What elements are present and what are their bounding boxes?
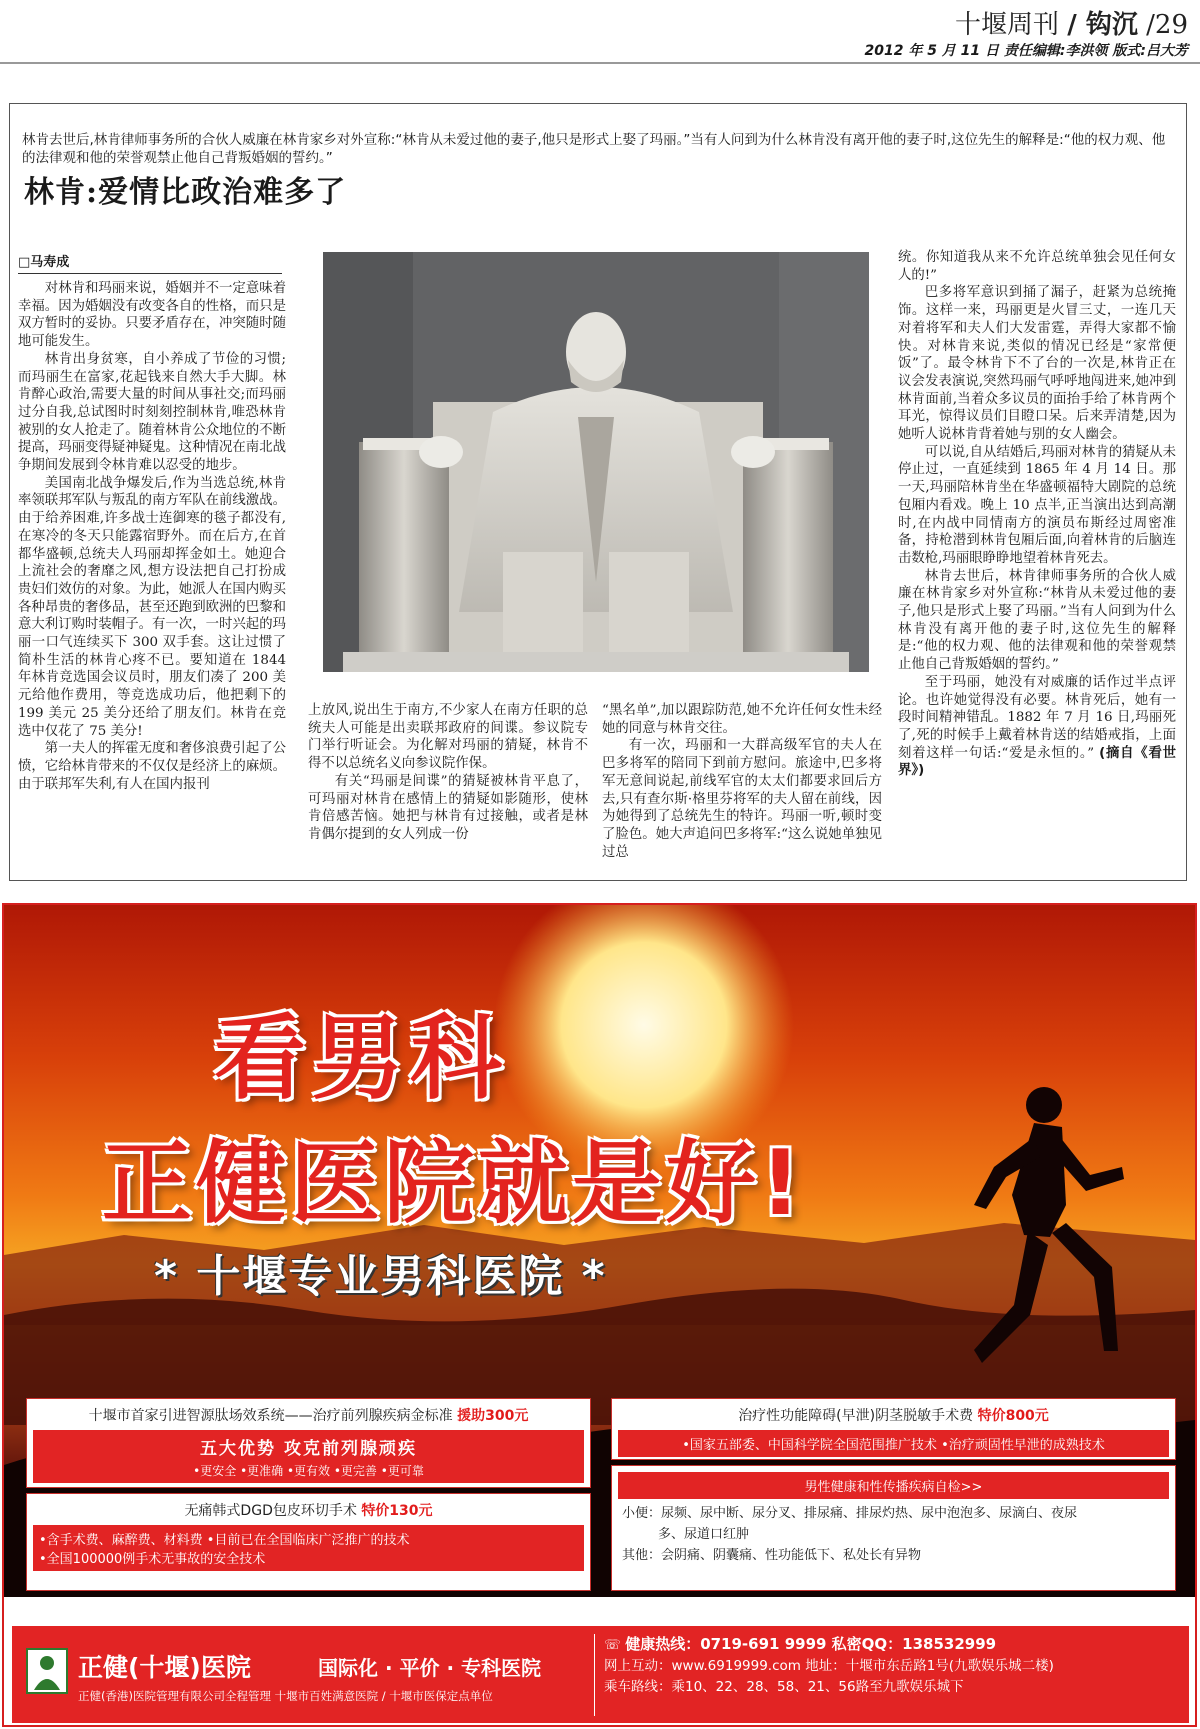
article-column-2: [308, 702, 588, 844]
web-and-address: 网上互动：www.6919999.com 地址：十堰市东岳路1号(九歌娱乐城二楼): [604, 1658, 1054, 1674]
selfcheck-title: 男性健康和性传播疾病自检>>: [618, 1472, 1169, 1499]
article-column-4: [898, 249, 1176, 780]
selfcheck-line: 其他：会阴痛、阴囊痛、性功能低下、私处长有异物: [622, 1548, 922, 1563]
ad-offer-box-prostate: [26, 1398, 591, 1488]
bus-route: 乘车路线：乘10、22、28、58、21、56路至九歌娱乐城下: [604, 1679, 964, 1695]
offer-title-text: 无痛韩式DGD包皮环切手术: [184, 1503, 357, 1519]
offer-highlight-bar: [33, 1430, 584, 1483]
article-box: [9, 103, 1187, 881]
hospital-logo-icon: [26, 1648, 68, 1694]
paragraph-text: 至于玛丽，她没有对威廉的话作过半点评论。也许她觉得没有必要。林肯死后，她有一段时间精神错乱。1882 年 7 月 16 日,玛丽死了,死的时候手上戴着林肯送的结婚戒指，上面刻着这样一句话:“爱是永恒的。”: [898, 674, 1176, 761]
offer-highlight-title: 五大优势 攻克前列腺顽疾: [200, 1439, 417, 1459]
ad-title-line1: 看男科: [214, 1005, 509, 1112]
ad-offer-box-circumcision: [26, 1493, 591, 1591]
paragraph: 对林肯和玛丽来说，婚姻并不一定意味着幸福。因为婚姻没有改变各自的性格，而只是双方暂时的妥协。只要矛盾存在，冲突随时随地可能发生。: [18, 281, 286, 350]
selfcheck-line: 多、尿道口红肿: [658, 1527, 750, 1542]
issue-meta: 2012 年 5 月 11 日 责任编辑:李洪领 版式:吕大芳: [864, 43, 1188, 59]
ad-selfcheck-box: [611, 1465, 1176, 1591]
paragraph: 美国南北战争爆发后,作为当选总统,林肯率领联邦军队与叛乱的南方军队在前线激战。由于给养困难,许多战士连御寒的毯子都没有,在寒冷的冬天只能露宿野外。而在后方,在首都华盛顿,总统夫人玛丽却挥金如土。她迎合上流社会的奢靡之风,想方设法把自己打扮成贵妇们效仿的对象。为此，她派人在国内购买各种昂贵的奢侈品，甚至还跑到欧洲的巴黎和意大利订购时装帽子。有一次，一时兴起的玛丽一口气连续买下 300 双手套。这让过惯了简朴生活的林肯心疼不已。要知道在 1844 年林肯竞选国会议员时，朋友们凑了 200 美元给他作费用，等竞选成功后，他把剩下的 199 美元 25 美分还给了朋友们。林肯在竞选中仅花了 75 美分!: [18, 475, 286, 739]
header-rule: [0, 62, 1200, 64]
article-headline: 林肯:爱情比政治难多了: [24, 175, 347, 210]
ad-offer-box-surgery: [611, 1398, 1176, 1460]
article-column-3: [602, 702, 882, 861]
page-header: [0, 0, 1200, 75]
hotline: 健康热线：0719-691 9999 私密QQ：138532999: [625, 1635, 997, 1653]
lincoln-statue-photo: [323, 252, 869, 672]
paragraph: 林肯出身贫寒，自小养成了节俭的习惯;而玛丽生在富家,花起钱来自然大手大脚。林肯醉心政治,需要大量的时间从事社交;而玛丽过分自我,总试图时时刻刻控制林肯,唯恐林肯被别的女人抢走了。随着林肯公众地位的不断提高，玛丽变得疑神疑鬼。这种情况在南北战争期间发展到令林肯难以忍受的地步。: [18, 351, 286, 474]
paper-name: 十堰周刊: [955, 10, 1060, 40]
paragraph: 第一夫人的挥霍无度和奢侈浪费引起了公愤，它给林肯带来的不仅仅是经济上的麻烦。由于联邦军失利,有人在国内报刊: [18, 741, 286, 792]
offer-item: •含手术费、麻醉费、材料费 •目前已在全国临床广泛推广的技术: [39, 1533, 410, 1548]
paragraph: 有一次，玛丽和一大群高级军官的夫人在巴多将军的陪同下到前方慰问。旅途中,巴多将军无意间说起,前线军官的太太们都要求回后方去,只有查尔斯·格里芬将军的夫人留在前线，因为她得到了总统先生的特许。玛丽一听,顿时变了脸色。她大声追问巴多将军:“这么说她单独见过总: [602, 738, 882, 860]
article-column-1: [18, 280, 286, 793]
paragraph: 林肯去世后，林肯律师事务所的合伙人威廉在林肯家乡对外宣称:“林肯从未爱过他的妻子,他只是形式上娶了玛丽。”当有人问到为什么林肯没有离开他的妻子时,这位先生的解释是:“他的权力观、他的法律观和他的荣誉观禁止他自己背叛婚姻的誓约。”: [898, 568, 1176, 673]
selfcheck-list: [612, 1499, 1175, 1570]
offer-item: •全国100000例手术无事故的安全技术: [39, 1552, 266, 1567]
paragraph: 上放风,说出生于南方,不少家人在南方任职的总统夫人可能是出卖联邦政府的间谍。参议院专门举行听证会。为化解对玛丽的猜疑，林肯不得不以总统名义向参议院作保。: [308, 703, 588, 772]
paper-title: 十堰周刊 / 钩沉 /29: [955, 10, 1188, 40]
hospital-slogan: 国际化 · 平价 · 专科医院: [318, 1656, 542, 1680]
hospital-affiliation: 正健(香港)医院管理有限公司全程管理 十堰市百姓满意医院 / 十堰市医保定点单位: [78, 1689, 493, 1703]
article-lead: 林肯去世后,林肯律师事务所的合伙人威廉在林肯家乡对外宣称:“林肯从未爱过他的妻子,他只是形式上娶了玛丽。”当有人问到为什么林肯没有离开他的妻子时,这位先生的解释是:“他的权力观、他的法律观和他的荣誉观禁止他自己背叛婚姻的誓约。”: [22, 132, 1166, 166]
offer-highlight-items: •更安全 •更准确 •更有效 •更完善 •更可靠: [193, 1464, 424, 1478]
article-byline: □马寿成: [18, 251, 282, 274]
offer-title: [612, 1405, 1175, 1425]
hospital-advertisement: [2, 903, 1197, 1727]
offer-title: [27, 1405, 590, 1425]
article-source: (摘自《看世界》): [898, 745, 1176, 779]
offer-highlight-bar: [33, 1525, 584, 1571]
paragraph-last: [898, 674, 1176, 780]
ad-title-line2: 正健医院就是好!: [102, 1131, 806, 1236]
offer-title-text: 治疗性功能障碍(早泄)阴茎脱敏手术费: [738, 1408, 974, 1424]
section-name: 钩沉: [1085, 10, 1138, 40]
offer-price: 援助300元: [457, 1408, 529, 1424]
offer-title: [27, 1500, 590, 1520]
offer-price: 特价130元: [361, 1503, 433, 1519]
paragraph: 统。你知道我从来不允许总统单独会见任何女人的!”: [898, 250, 1176, 283]
phone-icon: ☏: [604, 1637, 621, 1653]
offer-title-text: 十堰市首家引进智源肽场效系统——治疗前列腺疾病金标准: [88, 1408, 453, 1424]
contact-info: [604, 1634, 1054, 1698]
paragraph: “黑名单”,加以跟踪防范,她不允许任何女性未经她的同意与林肯交往。: [602, 703, 882, 736]
selfcheck-line: 小便：尿频、尿中断、尿分叉、排尿痛、排尿灼热、尿中泡泡多、尿滴白、夜尿: [622, 1506, 1078, 1521]
paragraph: 有关“玛丽是间谍”的猜疑被林肯平息了，可玛丽对林肯在感情上的猜疑如影随形，使林肯倍感苦恼。她把与林肯有过接触，或者是林肯偶尔提到的女人列成一份: [308, 773, 588, 842]
hospital-name: 正健(十堰)医院: [78, 1653, 251, 1682]
paragraph: 巴多将军意识到捅了漏子，赶紧为总统掩饰。这样一来，玛丽更是火冒三丈，一连几天对着将军和夫人们大发雷霆，弄得大家都不愉快。对林肯来说,类似的情况已经是“家常便饭”了。最令林肯下不了台的一次是,林肯正在议会发表演说,突然玛丽气呼呼地闯进来,她冲到林肯面前,当着众多议员的面抬手给了林肯两个耳光，惊得议员们目瞪口呆。后来弄清楚,因为她听人说林肯背着她与别的女人幽会。: [898, 285, 1176, 443]
ad-subtitle: * 十堰专业男科医院 *: [154, 1251, 607, 1302]
paragraph: 可以说,自从结婚后,玛丽对林肯的猜疑从未停止过，一直延续到 1865 年 4 月 14 日。那一天,玛丽陪林肯坐在华盛顿福特大剧院的总统包厢内看戏。晚上 10 点半,正当演出达到高潮时,在内战中同情南方的演员布斯经过周密准备，持枪潜到林肯包厢后面,向着林肯的后脑连击数枪,玛丽眼睁睁地望着林肯死去。: [898, 444, 1176, 566]
footer-divider: [594, 1634, 595, 1716]
lincoln-statue-image: [323, 252, 869, 672]
ad-footer: [12, 1626, 1189, 1723]
offer-price: 特价800元: [977, 1408, 1049, 1424]
page-number: 29: [1154, 10, 1188, 40]
offer-highlight-bar: •国家五部委、中国科学院全国范围推广技术 •治疗顽固性早泄的成熟技术: [618, 1430, 1169, 1457]
